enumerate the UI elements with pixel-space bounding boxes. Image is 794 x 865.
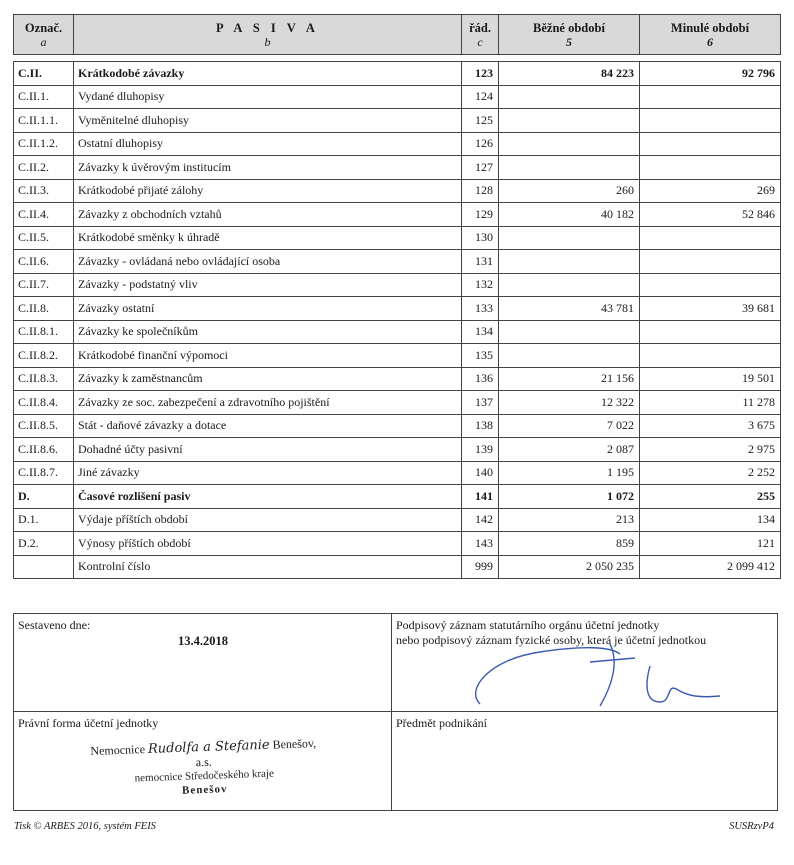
table-row <box>14 414 781 438</box>
table-row <box>14 62 781 86</box>
row-number: 127 <box>462 156 499 180</box>
row-previous-value: 2 099 412 <box>640 555 781 579</box>
row-previous-value: 11 278 <box>640 391 781 415</box>
header-current-sub: 5 <box>566 34 572 49</box>
row-current-value: 21 156 <box>499 367 640 391</box>
row-previous-value: 3 675 <box>640 414 781 438</box>
table-row <box>14 156 781 180</box>
header-gap <box>14 55 781 62</box>
table-row <box>14 273 781 297</box>
signature-label-line1: Podpisový záznam statutárního orgánu účetní jednotky <box>396 618 660 632</box>
row-current-value: 213 <box>499 508 640 532</box>
row-previous-value <box>640 156 781 180</box>
row-name: Závazky ke společníkům <box>74 320 462 344</box>
stamp-line-1c: Benešov, a.s. <box>195 736 317 770</box>
row-previous-value: 19 501 <box>640 367 781 391</box>
header-code-sub: a <box>40 34 47 49</box>
header-row-sub: c <box>477 34 483 49</box>
row-name: Výnosy příštích období <box>74 532 462 556</box>
row-name: Výdaje příštích období <box>74 508 462 532</box>
table-row <box>14 203 781 227</box>
signature-footer <box>13 613 778 811</box>
print-footer-right: SUSRzvP4 <box>729 821 774 832</box>
row-current-value: 2 087 <box>499 438 640 462</box>
row-previous-value: 52 846 <box>640 203 781 227</box>
row-name: Závazky ostatní <box>74 297 462 321</box>
row-code: C.II.5. <box>14 226 74 250</box>
row-name: Dohadné účty pasivní <box>74 438 462 462</box>
row-code: C.II.2. <box>14 156 74 180</box>
row-previous-value: 39 681 <box>640 297 781 321</box>
legal-form-label: Právní forma účetní jednotky <box>18 716 159 730</box>
row-number: 124 <box>462 85 499 109</box>
row-previous-value <box>640 250 781 274</box>
stamp-line-1a: Nemocnice <box>90 742 146 758</box>
row-code: C.II.8.5. <box>14 414 74 438</box>
legal-form-box <box>14 712 392 810</box>
row-number: 138 <box>462 414 499 438</box>
row-current-value: 859 <box>499 532 640 556</box>
row-name: Vydané dluhopisy <box>74 85 462 109</box>
row-number: 137 <box>462 391 499 415</box>
row-previous-value: 2 975 <box>640 438 781 462</box>
table-row <box>14 344 781 368</box>
header-pasiva-label: P A S I V A <box>216 20 319 35</box>
row-current-value: 40 182 <box>499 203 640 227</box>
row-previous-value: 255 <box>640 485 781 509</box>
row-number: 133 <box>462 297 499 321</box>
row-name: Stát - daňové závazky a dotace <box>74 414 462 438</box>
compiled-date-value: 13.4.2018 <box>178 634 228 648</box>
row-current-value <box>499 109 640 133</box>
signature-label-line2: nebo podpisový záznam fyzické osoby, která je účetní jednotkou <box>396 633 707 647</box>
table-row <box>14 532 781 556</box>
company-stamp <box>83 736 325 801</box>
row-current-value: 12 322 <box>499 391 640 415</box>
row-name: Krátkodobé směnky k úhradě <box>74 226 462 250</box>
row-number: 131 <box>462 250 499 274</box>
row-current-value: 7 022 <box>499 414 640 438</box>
table-row <box>14 297 781 321</box>
table-row <box>14 250 781 274</box>
row-previous-value <box>640 273 781 297</box>
table-header-row <box>14 15 781 55</box>
table-row <box>14 461 781 485</box>
table-row <box>14 320 781 344</box>
signature-stroke-tail <box>647 666 720 702</box>
business-subject-label: Předmět podnikání <box>396 716 487 730</box>
row-current-value: 1 072 <box>499 485 640 509</box>
table-row <box>14 485 781 509</box>
row-code: C.II.8.3. <box>14 367 74 391</box>
row-code: C.II.4. <box>14 203 74 227</box>
table-row <box>14 508 781 532</box>
row-current-value <box>499 156 640 180</box>
table-row <box>14 132 781 156</box>
row-current-value: 2 050 235 <box>499 555 640 579</box>
row-name: Krátkodobé závazky <box>74 62 462 86</box>
row-code: D. <box>14 485 74 509</box>
row-code: C.II.1. <box>14 85 74 109</box>
header-pasiva <box>74 15 462 55</box>
row-number: 128 <box>462 179 499 203</box>
row-code: C.II.8.6. <box>14 438 74 462</box>
row-name: Kontrolní číslo <box>74 555 462 579</box>
header-gap-cell <box>14 55 781 62</box>
signature-box <box>392 614 777 712</box>
row-code: D.2. <box>14 532 74 556</box>
row-previous-value: 134 <box>640 508 781 532</box>
row-previous-value <box>640 85 781 109</box>
row-name: Časové rozlišení pasiv <box>74 485 462 509</box>
row-number: 134 <box>462 320 499 344</box>
row-code: C.II.3. <box>14 179 74 203</box>
header-previous-period <box>640 15 781 55</box>
row-number: 129 <box>462 203 499 227</box>
header-code-label: Označ. <box>24 20 63 35</box>
table-row <box>14 555 781 579</box>
header-current-label: Běžné období <box>533 20 605 35</box>
row-code: C.II.8.7. <box>14 461 74 485</box>
row-current-value <box>499 132 640 156</box>
row-number: 140 <box>462 461 499 485</box>
header-code <box>14 15 74 55</box>
signature-stroke-vertical <box>600 644 614 706</box>
table-row <box>14 179 781 203</box>
print-footer-left: Tisk © ARBES 2016, systém FEIS <box>14 821 156 832</box>
row-number: 136 <box>462 367 499 391</box>
stamp-line-1b: Rudolfa a Stefanie <box>147 737 270 757</box>
row-code: C.II.1.1. <box>14 109 74 133</box>
row-current-value: 1 195 <box>499 461 640 485</box>
row-code: C.II.8.2. <box>14 344 74 368</box>
row-code: C.II.6. <box>14 250 74 274</box>
table-row <box>14 85 781 109</box>
row-previous-value <box>640 132 781 156</box>
row-number: 139 <box>462 438 499 462</box>
row-name: Závazky z obchodních vztahů <box>74 203 462 227</box>
row-name: Krátkodobé přijaté zálohy <box>74 179 462 203</box>
table-row <box>14 438 781 462</box>
header-pasiva-sub: b <box>264 34 271 49</box>
row-previous-value <box>640 344 781 368</box>
compiled-date-label: Sestaveno dne: <box>18 618 91 632</box>
row-name: Ostatní dluhopisy <box>74 132 462 156</box>
row-current-value: 43 781 <box>499 297 640 321</box>
row-previous-value: 269 <box>640 179 781 203</box>
row-name: Závazky ze soc. zabezpečení a zdravotního pojištění <box>74 391 462 415</box>
row-code: C.II.8.1. <box>14 320 74 344</box>
row-name: Závazky - podstatný vliv <box>74 273 462 297</box>
row-current-value: 260 <box>499 179 640 203</box>
header-current-period <box>499 15 640 55</box>
row-current-value <box>499 344 640 368</box>
row-current-value <box>499 85 640 109</box>
row-name: Závazky k úvěrovým institucím <box>74 156 462 180</box>
business-subject-box <box>392 712 777 810</box>
signature-stroke-loop <box>476 648 620 704</box>
table-body <box>14 62 781 579</box>
row-previous-value: 121 <box>640 532 781 556</box>
row-code: C.II.7. <box>14 273 74 297</box>
row-current-value <box>499 226 640 250</box>
row-current-value: 84 223 <box>499 62 640 86</box>
header-previous-sub: 6 <box>707 34 713 49</box>
row-number: 123 <box>462 62 499 86</box>
row-name: Vyměnitelné dluhopisy <box>74 109 462 133</box>
stamp-line-3: Benešov <box>181 783 228 797</box>
signature-stroke-bar <box>590 658 635 662</box>
table-row <box>14 367 781 391</box>
compiled-date-box <box>14 614 392 712</box>
row-code: C.II.8. <box>14 297 74 321</box>
row-name: Jiné závazky <box>74 461 462 485</box>
row-code: D.1. <box>14 508 74 532</box>
table-row <box>14 109 781 133</box>
row-previous-value: 92 796 <box>640 62 781 86</box>
row-number: 142 <box>462 508 499 532</box>
header-row-number <box>462 15 499 55</box>
row-code <box>14 555 74 579</box>
row-previous-value <box>640 320 781 344</box>
row-name: Závazky - ovládaná nebo ovládající osoba <box>74 250 462 274</box>
header-row-label: řád. <box>469 20 491 35</box>
row-number: 125 <box>462 109 499 133</box>
table-row <box>14 391 781 415</box>
row-number: 141 <box>462 485 499 509</box>
row-number: 135 <box>462 344 499 368</box>
stamp-line-2: nemocnice Středočeského kraje <box>134 767 275 785</box>
row-previous-value <box>640 109 781 133</box>
row-number: 130 <box>462 226 499 250</box>
handwritten-signature <box>460 634 760 712</box>
row-previous-value <box>640 226 781 250</box>
row-number: 132 <box>462 273 499 297</box>
row-number: 126 <box>462 132 499 156</box>
row-current-value <box>499 250 640 274</box>
row-current-value <box>499 320 640 344</box>
balance-sheet-liabilities-table <box>13 14 781 579</box>
row-code: C.II.1.2. <box>14 132 74 156</box>
row-previous-value: 2 252 <box>640 461 781 485</box>
row-number: 999 <box>462 555 499 579</box>
row-name: Závazky k zaměstnancům <box>74 367 462 391</box>
row-number: 143 <box>462 532 499 556</box>
table-row <box>14 226 781 250</box>
row-name: Krátkodobé finanční výpomoci <box>74 344 462 368</box>
header-previous-label: Minulé období <box>670 20 750 35</box>
row-code: C.II.8.4. <box>14 391 74 415</box>
row-code: C.II. <box>14 62 74 86</box>
row-current-value <box>499 273 640 297</box>
